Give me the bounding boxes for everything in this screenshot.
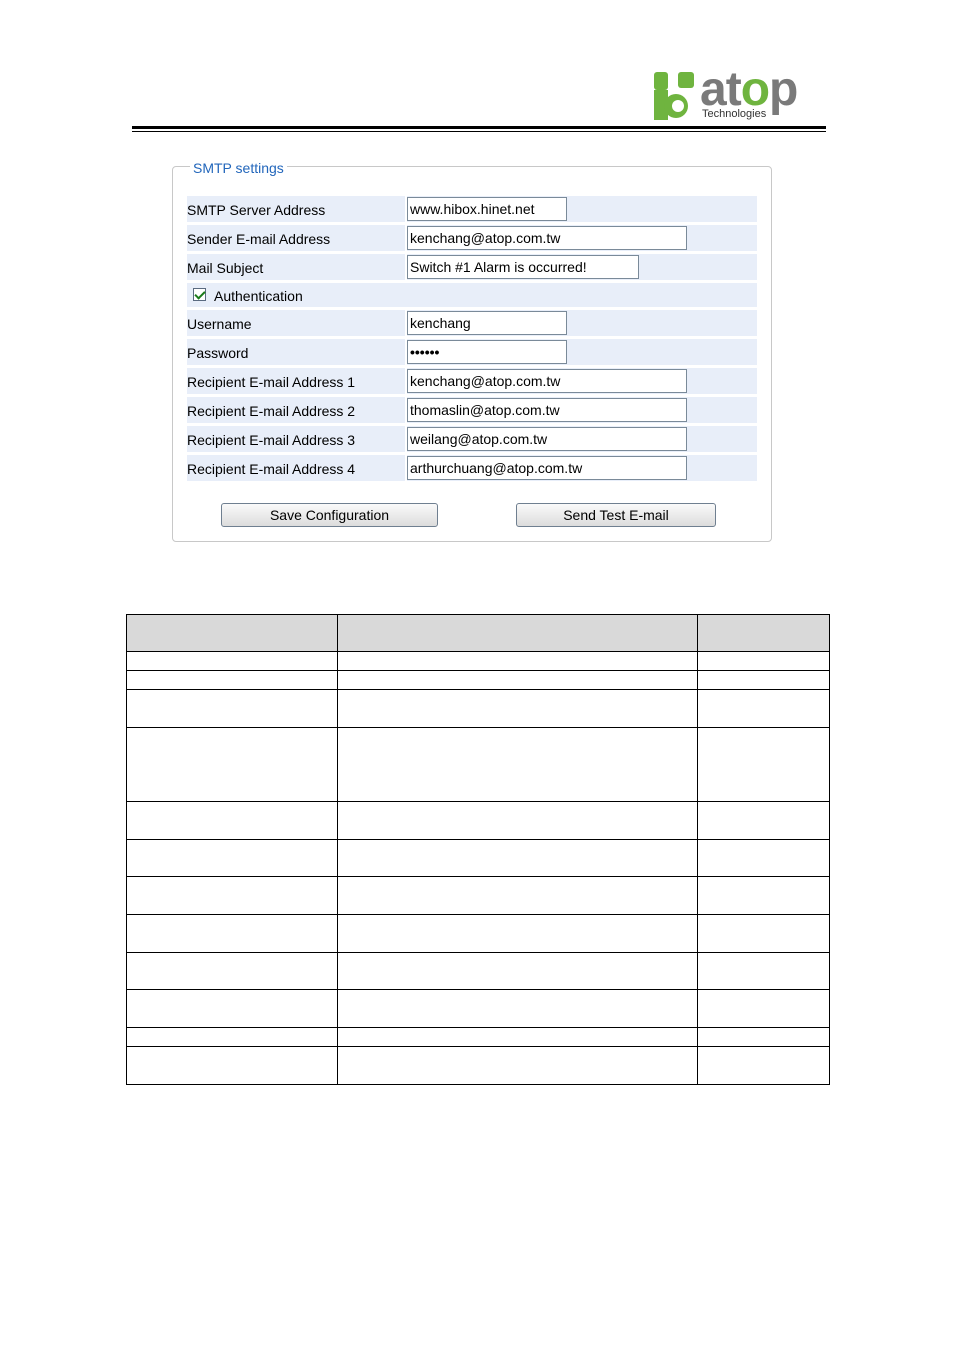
username-row: [187, 310, 757, 336]
username-label: Username: [187, 316, 252, 332]
table-row: [127, 953, 830, 990]
table-row: [127, 802, 830, 840]
password-label: Password: [187, 345, 249, 361]
table-row: [127, 671, 830, 690]
logo-wordmark: atop: [700, 63, 798, 116]
recipient-3-row: [187, 426, 757, 452]
logo-subtitle: Technologies: [702, 108, 767, 120]
table-row: [127, 1047, 830, 1085]
recipient-1-label: Recipient E-mail Address 1: [187, 374, 356, 390]
sender-email-row: [187, 225, 757, 251]
smtp-server-label: SMTP Server Address: [187, 202, 326, 218]
atop-logo: [652, 63, 812, 124]
header-rule: [132, 126, 826, 129]
table-row: [127, 840, 830, 877]
recipient-3-label: Recipient E-mail Address 3: [187, 432, 356, 448]
sender-email-input[interactable]: [407, 226, 687, 250]
table-row: [127, 1028, 830, 1047]
mail-subject-row: [187, 254, 757, 280]
table-row: [127, 990, 830, 1028]
smtp-form: [187, 196, 757, 484]
recipient-2-label: Recipient E-mail Address 2: [187, 403, 356, 419]
table-row: [127, 652, 830, 671]
authentication-checkbox[interactable]: [193, 288, 206, 301]
save-configuration-button[interactable]: Save Configuration: [221, 503, 438, 527]
description-table: [126, 614, 830, 1085]
recipient-1-input[interactable]: [407, 369, 687, 393]
header-rule-thin: [132, 131, 826, 132]
password-row: [187, 339, 757, 365]
table-row: [127, 728, 830, 802]
recipient-4-row: [187, 455, 757, 481]
authentication-row: [187, 283, 757, 307]
recipient-4-label: Recipient E-mail Address 4: [187, 461, 356, 477]
logo-mark-icon: [652, 70, 702, 122]
table-row: [127, 877, 830, 915]
send-test-email-button[interactable]: Send Test E-mail: [516, 503, 716, 527]
recipient-2-row: [187, 397, 757, 423]
mail-subject-input[interactable]: [407, 255, 639, 279]
password-input[interactable]: [407, 340, 567, 364]
recipient-3-input[interactable]: [407, 427, 687, 451]
table-header-row: [127, 615, 830, 652]
smtp-settings-legend: SMTP settings: [190, 159, 287, 177]
smtp-server-input[interactable]: [407, 197, 567, 221]
recipient-2-input[interactable]: [407, 398, 687, 422]
table-row: [127, 915, 830, 953]
recipient-1-row: [187, 368, 757, 394]
username-input[interactable]: [407, 311, 567, 335]
mail-subject-label: Mail Subject: [187, 260, 264, 276]
sender-email-label: Sender E-mail Address: [187, 231, 331, 247]
smtp-server-row: [187, 196, 757, 222]
recipient-4-input[interactable]: [407, 456, 687, 480]
authentication-label: Authentication: [214, 288, 303, 304]
table-row: [127, 690, 830, 728]
